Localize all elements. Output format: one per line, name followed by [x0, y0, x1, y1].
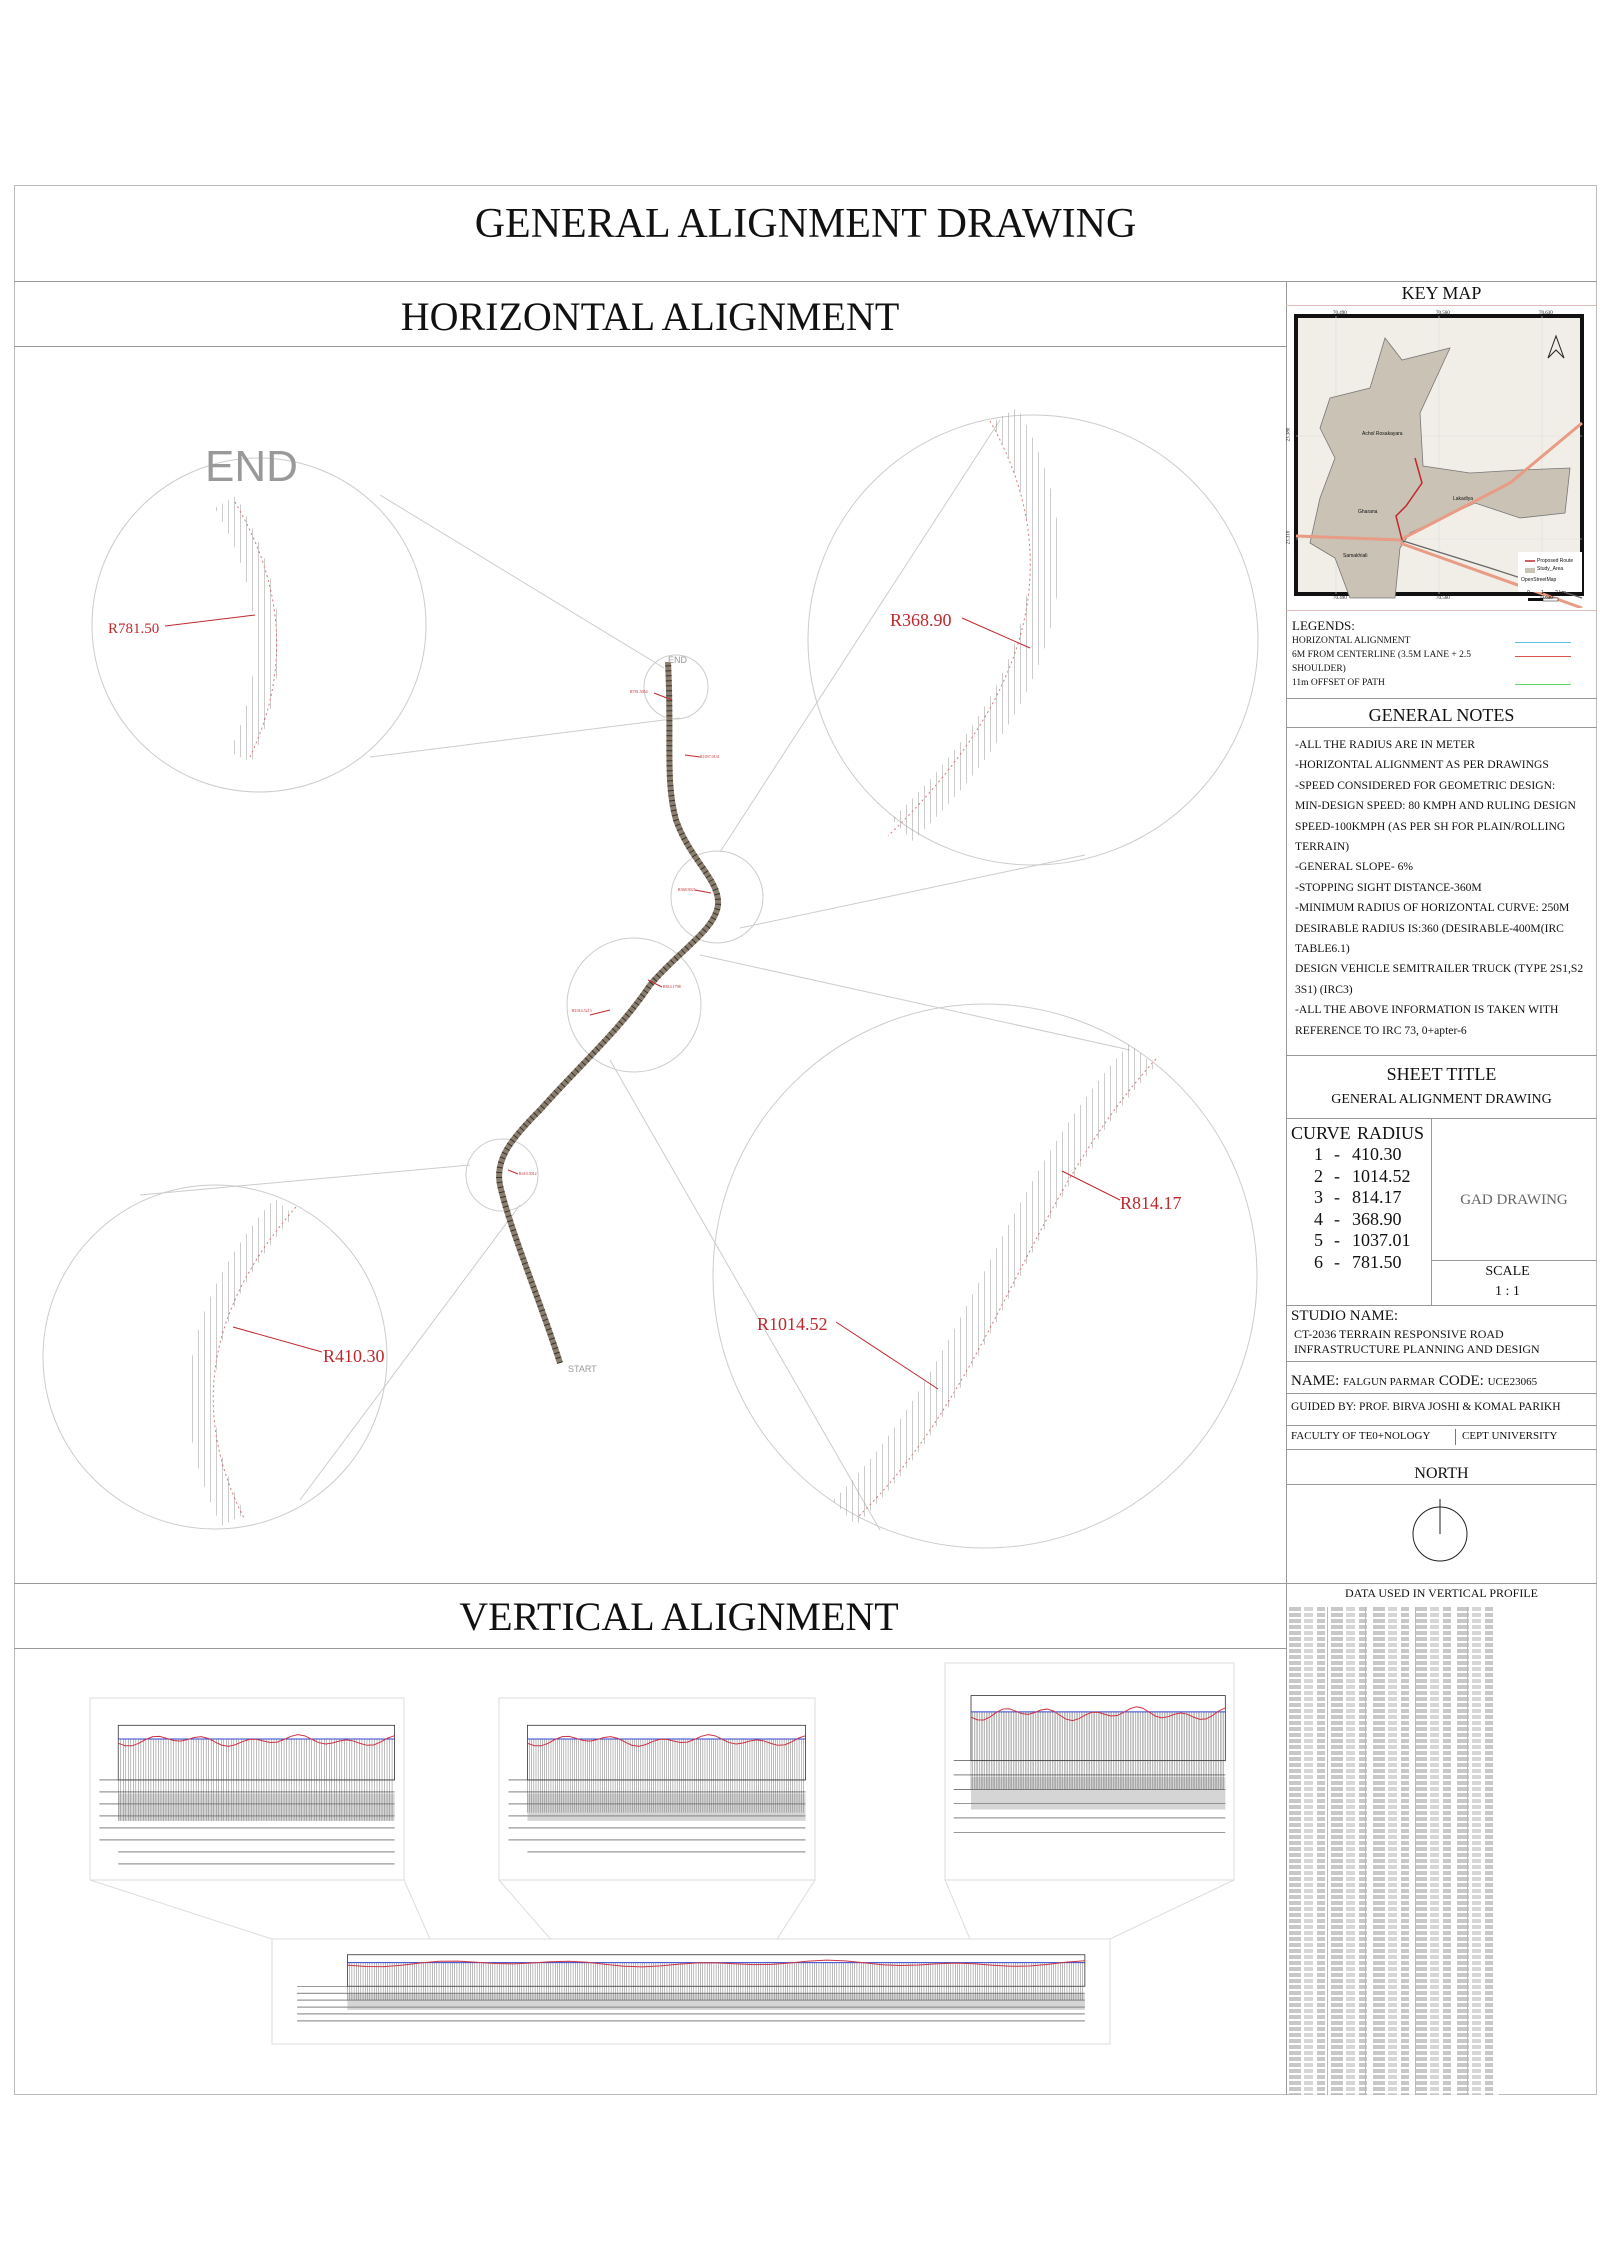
divider	[1286, 1393, 1597, 1394]
small-callout: R410.3012	[519, 1171, 537, 1176]
small-callout: R1037.0131	[700, 754, 720, 759]
scale-label: 0	[1527, 590, 1530, 596]
small-callout: R814.1798	[663, 984, 681, 989]
note-line: TERRAIN)	[1295, 840, 1350, 854]
curve-curve: 6	[1314, 1251, 1323, 1272]
divider	[1286, 698, 1597, 699]
place-label: Lakadiya	[1453, 496, 1474, 502]
end-label-small: END	[668, 655, 688, 665]
small-callout: R781.5054	[630, 689, 648, 694]
divider	[1286, 1361, 1597, 1362]
key-map-heading: KEY MAP	[1401, 283, 1482, 303]
faculty: FACULTY OF TE0+NOLOGY	[1291, 1430, 1431, 1442]
note-line: -ALL THE RADIUS ARE IN METER	[1295, 738, 1476, 751]
curve-radius: 368.90	[1352, 1208, 1402, 1229]
note-line: -SPEED CONSIDERED FOR GEOMETRIC DESIGN:	[1295, 778, 1556, 792]
vertical-alignment-heading: VERTICAL ALIGNMENT	[459, 1594, 899, 1639]
lon-tick: 70.490	[1333, 596, 1347, 601]
curve-sep: -	[1334, 1144, 1340, 1164]
lon-tick: 70.560	[1436, 311, 1450, 316]
map-legend-item: OpenStreetMap	[1521, 577, 1557, 583]
legend-label: HORIZONTAL ALIGNMENT	[1292, 636, 1411, 646]
lon-tick: 70.630	[1539, 596, 1553, 601]
note-line: DESIRABLE RADIUS IS:360 (DESIRABLE-400M(IRC	[1295, 921, 1564, 935]
map-legend-item: Study_Area	[1537, 566, 1564, 572]
legend-swatch	[1515, 684, 1571, 685]
scale-value: 1 : 1	[1495, 1284, 1520, 1299]
sheet-title-heading: SHEET TITLE	[1386, 1064, 1497, 1084]
place-label: Achol Rosakayara	[1362, 431, 1403, 437]
divider	[1431, 1260, 1597, 1261]
curve-sep: -	[1334, 1165, 1340, 1186]
curve-radius: 814.17	[1352, 1187, 1402, 1207]
north-heading: NORTH	[1414, 1465, 1469, 1482]
divider	[1286, 1449, 1597, 1450]
curve-radius: 410.30	[1352, 1144, 1402, 1164]
radius-header: RADIUS	[1357, 1123, 1425, 1143]
data-table-heading: DATA USED IN VERTICAL PROFILE	[1345, 1586, 1538, 1600]
vertical-profile-panel-1	[90, 1698, 404, 1880]
scale-heading: SCALE	[1485, 1264, 1530, 1279]
vertical-profile-data-table	[1289, 1607, 1499, 2095]
drawing-title: GENERAL ALIGNMENT DRAWING	[474, 201, 1137, 247]
student-code: UCE23065	[1487, 1376, 1538, 1388]
gad-drawing-label: GAD DRAWING	[1460, 1192, 1568, 1208]
curve-sep: -	[1334, 1187, 1340, 1207]
divider	[1286, 610, 1597, 611]
curve-sep: -	[1334, 1230, 1340, 1250]
vertical-profile-panel-2	[499, 1698, 815, 1880]
note-line: TABLE6.1)	[1295, 942, 1350, 956]
note-line: SPEED-100KMPH (AS PER SH FOR PLAIN/ROLLING	[1295, 819, 1566, 833]
curve-curve: 5	[1314, 1230, 1323, 1250]
note-line: -GENERAL SLOPE- 6%	[1295, 860, 1414, 874]
lat-tick: 23.310	[1286, 530, 1292, 545]
north-compass-icon	[1405, 1495, 1475, 1565]
small-callout: R1014.5213	[572, 1008, 592, 1013]
legend-swatch	[1515, 656, 1571, 657]
callout-r781: R781.50	[108, 621, 160, 637]
divider	[1286, 1305, 1597, 1306]
note-line: 3S1) (IRC3)	[1295, 982, 1353, 996]
divider	[1286, 1425, 1597, 1426]
curve-header: CURVE	[1291, 1123, 1351, 1143]
divider	[1286, 1055, 1597, 1056]
curve-sep: -	[1334, 1251, 1340, 1272]
general-notes-list	[1295, 735, 1595, 1041]
general-notes-heading: GENERAL NOTES	[1368, 705, 1515, 725]
curve-radius: 1037.01	[1352, 1230, 1411, 1250]
guided-by: GUIDED BY: PROF. BIRVA JOSHI & KOMAL PARIKH	[1291, 1401, 1561, 1413]
start-label: START	[568, 1364, 597, 1374]
divider	[1455, 1429, 1456, 1445]
note-line: -STOPPING SIGHT DISTANCE-360M	[1295, 880, 1482, 894]
note-line: DESIGN VEHICLE SEMITRAILER TRUCK (TYPE 2S1,S2	[1295, 962, 1584, 976]
legend-label: 6M FROM CENTERLINE (3.5M LANE + 2.5	[1292, 650, 1471, 660]
scale-label: 1	[1541, 590, 1544, 596]
student-name: FALGUN PARMAR	[1343, 1376, 1436, 1388]
university: CEPT UNIVERSITY	[1462, 1430, 1558, 1442]
legend-label: SHOULDER)	[1292, 664, 1346, 674]
map-legend-item: Proposed Route	[1537, 558, 1574, 564]
legend-swatch	[1515, 642, 1571, 643]
lon-tick: 70.560	[1436, 596, 1450, 601]
divider	[1286, 305, 1597, 306]
divider	[1286, 727, 1597, 728]
note-line: -ALL THE ABOVE INFORMATION IS TAKEN WITH	[1295, 1003, 1559, 1017]
callout-r368: R368.90	[890, 610, 952, 630]
divider	[1286, 1118, 1597, 1119]
scale-label: 2 km	[1555, 590, 1566, 596]
divider	[1286, 1484, 1597, 1485]
sheet-title-value: GENERAL ALIGNMENT DRAWING	[1331, 1092, 1552, 1107]
note-line: -MINIMUM RADIUS OF HORIZONTAL CURVE: 250M	[1295, 901, 1570, 915]
horizontal-alignment-heading: HORIZONTAL ALIGNMENT	[400, 294, 900, 339]
curve-curve: 2	[1314, 1165, 1323, 1186]
student-info	[1291, 1373, 1537, 1390]
note-line: MIN-DESIGN SPEED: 80 KMPH AND RULING DESIGN	[1295, 799, 1576, 813]
note-line: REFERENCE TO IRC 73, 0+apter-6	[1295, 1023, 1467, 1037]
curve-curve: 4	[1314, 1208, 1323, 1229]
studio-line: CT-2036 TERRAIN RESPONSIVE ROAD	[1294, 1327, 1504, 1341]
legends-heading: LEGENDS:	[1292, 618, 1355, 633]
lon-tick: 70.490	[1333, 311, 1347, 316]
curve-curve: 1	[1314, 1144, 1323, 1164]
legend-label: 11m OFFSET OF PATH	[1292, 678, 1385, 688]
callout-r410: R410.30	[323, 1346, 385, 1366]
note-line: -HORIZONTAL ALIGNMENT AS PER DRAWINGS	[1295, 758, 1549, 772]
curve-radius: 781.50	[1352, 1251, 1402, 1272]
divider	[1286, 1583, 1597, 1584]
vertical-profile-panel-overall	[272, 1939, 1110, 2044]
curve-sep: -	[1334, 1208, 1340, 1229]
code-label: CODE:	[1438, 1373, 1484, 1389]
lon-tick: 70.630	[1539, 311, 1553, 316]
name-label: NAME:	[1291, 1373, 1340, 1389]
lat-tick: 23.380	[1286, 427, 1292, 442]
vertical-profile-panel-3	[945, 1663, 1234, 1880]
studio-line: INFRASTRUCTURE PLANNING AND DESIGN	[1294, 1342, 1540, 1356]
curve-curve: 3	[1314, 1187, 1323, 1207]
callout-r814: R814.17	[1120, 1193, 1182, 1213]
callout-r1014: R1014.52	[757, 1314, 828, 1334]
place-label: Gharana	[1358, 509, 1378, 515]
small-callout: R368.9021	[678, 887, 696, 892]
place-label: Samakhiali	[1343, 553, 1368, 559]
curve-radius: 1014.52	[1352, 1165, 1411, 1186]
end-label: END	[205, 442, 298, 491]
studio-heading: STUDIO NAME:	[1291, 1308, 1399, 1324]
